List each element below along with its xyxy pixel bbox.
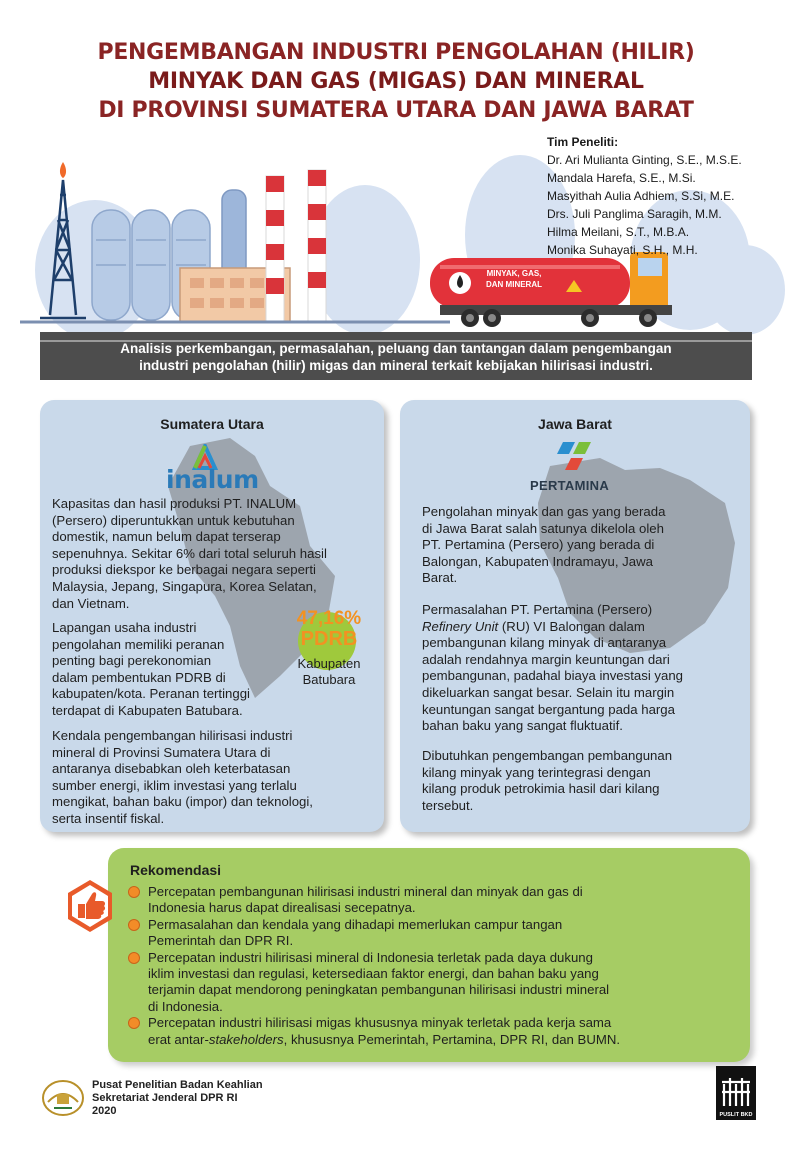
text-line: mengikat, bahan baku (impor) dan teknologi, xyxy=(52,794,313,810)
title-line-1: PENGEMBANGAN INDUSTRI PENGOLAHAN (HILIR) xyxy=(97,40,695,65)
text-line: di Indonesia. xyxy=(148,998,223,1014)
text-line xyxy=(148,1032,736,1048)
text-line: Percepatan pembangunan hilirisasi industri mineral dan minyak dan gas di xyxy=(148,884,583,899)
sumut-paragraph-1 xyxy=(52,496,327,612)
chimney-stacks xyxy=(266,170,326,322)
list-item xyxy=(126,1015,736,1048)
text-line: penting bagi perekonomian xyxy=(52,653,212,669)
summary-text xyxy=(40,340,752,374)
team-heading: Tim Peneliti: xyxy=(547,135,619,149)
pdrb-region xyxy=(286,656,372,688)
summary-line-1: Analisis perkembangan, permasalahan, peluang dan tantangan dalam pengembangan xyxy=(120,341,672,356)
bullet-icon xyxy=(128,886,140,898)
footer-year: 2020 xyxy=(92,1105,117,1117)
summary-line-2: industri pengolahan (hilir) migas dan mineral terkait kebijakan hilirisasi industri. xyxy=(139,358,653,373)
text-line: dan Vietnam. xyxy=(52,595,130,611)
text-line: pengolahan memiliki peranan xyxy=(52,636,225,652)
sumut-paragraph-3 xyxy=(52,728,313,828)
team-member: Mandala Harefa, S.E., M.Si. xyxy=(547,171,696,185)
text-line: sumber energi, iklim investasi yang terlalu xyxy=(52,777,297,793)
puslit-bkd-logo-icon xyxy=(716,1066,756,1120)
text-line: tersebut. xyxy=(422,797,474,813)
text-line xyxy=(422,619,683,636)
team-member: Dr. Ari Mulianta Ginting, S.E., M.S.E. xyxy=(547,153,742,167)
text-line: Pemerintah dan DPR RI. xyxy=(148,933,294,949)
text-line: (Persero) diperuntukkan untuk kebutuhan xyxy=(52,512,295,528)
bullet-icon xyxy=(128,952,140,964)
text-line: adalah rendahnya margin keuntungan dari xyxy=(422,651,670,667)
text-line: Pengolahan minyak dan gas yang berada xyxy=(422,504,666,519)
text-line: kilang produk petrokimia hasil dari kilang xyxy=(422,781,660,797)
text-line: terjamin dapat mendorong peningkatan pembangunan hilirisasi industri mineral xyxy=(148,982,610,998)
text-line: Permasalahan dan kendala yang dihadapi memerlukan campur tangan xyxy=(148,916,563,932)
text-line: produksi diekspor ke berbagai negara seperti xyxy=(52,562,316,578)
text-line: Indonesia harus dapat direalisasi secepatnya. xyxy=(148,900,416,916)
text-line: Lapangan usaha industri xyxy=(52,620,197,635)
truck-label-line1: MINYAK, GAS, xyxy=(486,269,542,278)
text-line: pembangunan, padahal biaya investasi yang xyxy=(422,668,684,684)
rekomendasi-title: Rekomendasi xyxy=(130,862,222,878)
tanker-truck-icon xyxy=(430,252,672,327)
text-line: bahan baku yang sangat fluktuatif. xyxy=(422,718,623,734)
text-line: keuntungan sangat bergantung pada harga xyxy=(422,701,675,717)
panel-title: Sumatera Utara xyxy=(160,416,264,432)
text-line: pembangunan kilang minyak di antaranya xyxy=(422,635,667,651)
text-line: PT. Pertamina (Persero) yang berada di xyxy=(422,537,655,553)
text-line: dikeluarkan sangat besar. Selain itu margin xyxy=(422,684,675,700)
text-line: kilang minyak yang terintegrasi dengan xyxy=(422,764,651,780)
text-line: Dibutuhkan pengembangan pembangunan xyxy=(422,748,673,763)
text-line: sepenuhnya. Sekitar 6% dari total seluruh hasil xyxy=(52,545,327,561)
text-line: kabupaten/kota. Peranan tertinggi xyxy=(52,686,250,702)
rekomendasi-box xyxy=(108,848,750,1062)
puslit-badge-text: PUSLIT BKD xyxy=(719,1112,753,1118)
footer-line: Sekretariat Jenderal DPR RI xyxy=(92,1092,238,1104)
text-span: (RU) VI Balongan dalam xyxy=(498,618,645,634)
pdrb-region-line: Kabupaten xyxy=(297,656,361,671)
team-member: Monika Suhayati, S.H., M.H. xyxy=(547,243,698,257)
sumut-paragraph-2 xyxy=(52,620,250,720)
text-line: di Jawa Barat salah satunya dikelola oleh xyxy=(422,520,664,536)
text-span: , khususnya Pemerintah, Pertamina, DPR RI, dan BUMN. xyxy=(283,1031,621,1047)
thumbs-up-icon xyxy=(62,878,118,934)
flame-icon xyxy=(60,162,66,178)
text-line: Percepatan industri hilirisasi migas khususnya minyak terletak pada kerja sama xyxy=(148,1015,612,1031)
text-line: domestik, namun belum dapat terserap xyxy=(52,529,281,545)
research-team xyxy=(547,133,742,259)
text-span: erat antar- xyxy=(148,1031,209,1047)
page-title xyxy=(0,38,792,125)
italic-term: Refinery Unit xyxy=(422,618,499,634)
list-item xyxy=(126,950,736,1016)
text-line: Barat. xyxy=(422,570,458,586)
panel-title: Jawa Barat xyxy=(538,416,612,432)
text-line: Balongan, Kabupaten Indramayu, Jawa xyxy=(422,553,653,569)
jabar-paragraph-2 xyxy=(422,602,683,735)
pdrb-value: 47,16% xyxy=(296,608,362,629)
pdrb-label: PDRB xyxy=(300,628,358,650)
title-line-3: DI PROVINSI SUMATERA UTARA DAN JAWA BARAT xyxy=(98,98,694,123)
team-member: Masyithah Aulia Adhiem, S.Si, M.E. xyxy=(547,189,735,203)
text-line: mineral di Provinsi Sumatera Utara di xyxy=(52,744,271,760)
list-item xyxy=(126,884,736,917)
text-line: terdapat di Kabupaten Batubara. xyxy=(52,702,243,718)
pertamina-logo-text: PERTAMINA xyxy=(530,478,610,493)
footer-institution xyxy=(92,1079,263,1118)
team-member: Drs. Juli Panglima Saragih, M.M. xyxy=(547,207,722,221)
list-item xyxy=(126,917,736,950)
title-line-2: MINYAK DAN GAS (MIGAS) DAN MINERAL xyxy=(148,69,644,94)
pdrb-region-line: Batubara xyxy=(302,672,356,687)
truck-label-line2: DAN MINERAL xyxy=(486,280,542,289)
text-line: antaranya disebabkan oleh keterbatasan xyxy=(52,761,291,777)
text-line: dalam pembentukan PDRB di xyxy=(52,669,226,685)
italic-term: stakeholders xyxy=(208,1031,284,1047)
jabar-paragraph-3 xyxy=(422,748,672,814)
inalum-logo-text: inalum xyxy=(166,465,259,494)
text-line: iklim investasi dan regulasi, ketersediaan faktor energi, dan bahan baku yang xyxy=(148,966,599,982)
team-member: Hilma Meilani, S.T., M.B.A. xyxy=(547,225,690,239)
text-line: Permasalahan PT. Pertamina (Persero) xyxy=(422,602,653,617)
rekomendasi-list xyxy=(126,884,736,1048)
bullet-icon xyxy=(128,919,140,931)
text-line: Malaysia, Jepang, Singapura, Korea Selatan, xyxy=(52,578,317,594)
text-line: Percepatan industri hilirisasi mineral di Indonesia terletak pada daya dukung xyxy=(148,949,593,965)
footer-line: Pusat Penelitian Badan Keahlian xyxy=(92,1079,263,1091)
text-line: Kapasitas dan hasil produksi PT. INALUM xyxy=(52,496,297,511)
text-line: Kendala pengembangan hilirisasi industri xyxy=(52,728,293,743)
pertamina-logo-icon xyxy=(555,440,599,476)
dpr-emblem-icon xyxy=(40,1078,86,1118)
text-line: serta insentif fiskal. xyxy=(52,810,165,826)
bullet-icon xyxy=(128,1017,140,1029)
jabar-paragraph-1 xyxy=(422,504,665,587)
